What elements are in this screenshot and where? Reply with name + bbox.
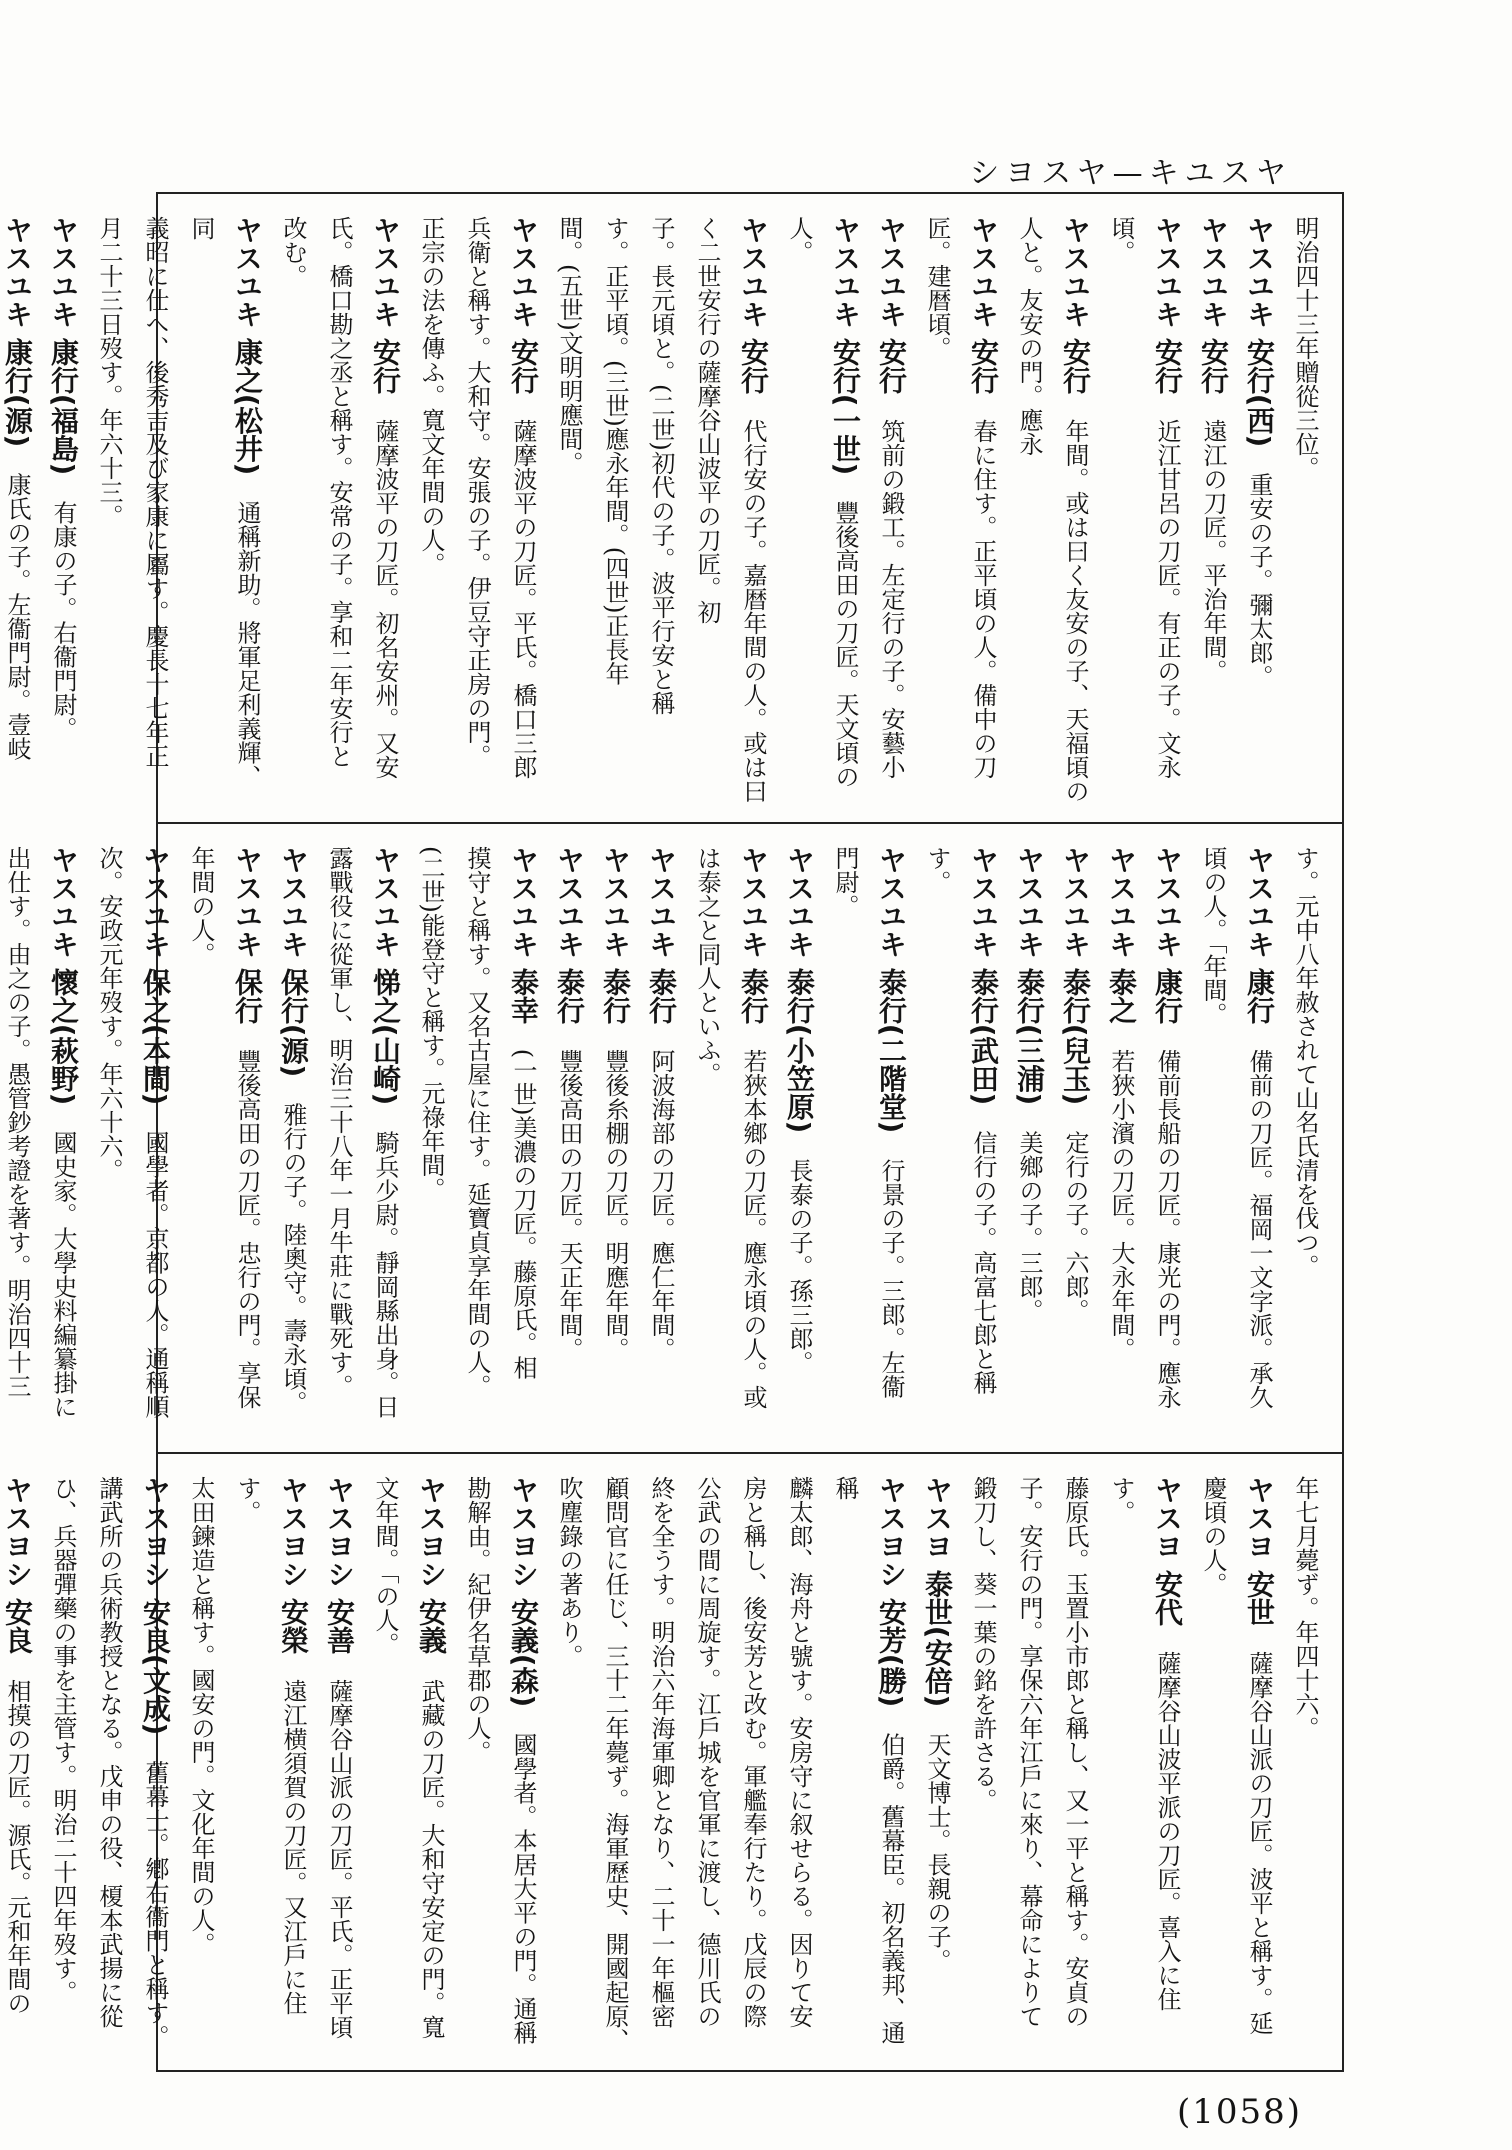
dictionary-entry xyxy=(0,1476,40,2056)
entry-gap xyxy=(1107,1024,1136,1049)
entry-gap xyxy=(1199,394,1228,419)
entry-headword: ヤスユキ 康行(福島) xyxy=(47,216,80,476)
dictionary-entry xyxy=(914,846,1006,1438)
entry-description: 薩摩谷山派の刀匠。平氏。正平頃 xyxy=(325,1678,353,2039)
entry-headword: ヤスユキ 泰行(二階堂) xyxy=(875,846,908,1134)
entry-description: 薩摩谷山派の刀匠。波平と稱す。延 xyxy=(1245,1650,1273,2035)
entry-description: 文年間。「の人。 xyxy=(371,1476,399,1656)
entry-description: 年七月薨ず。年四十六。 xyxy=(1291,1476,1319,1740)
entry-gap xyxy=(325,1654,354,1679)
dictionary-entry xyxy=(178,216,270,808)
dictionary-entry xyxy=(178,846,224,1438)
dictionary-entry xyxy=(1236,216,1282,808)
dictionary-entry xyxy=(730,846,776,1438)
dictionary-entry xyxy=(316,216,362,808)
dictionary-entry xyxy=(454,216,500,808)
dictionary-entry xyxy=(132,1476,178,2056)
entry-gap xyxy=(509,1024,538,1049)
entry-gap xyxy=(601,1024,630,1049)
entry-description: 義昭に仕へ、後秀吉及び家康に屬す。慶長十七年正 xyxy=(141,216,169,768)
entry-description: 頃の人。「年間。 xyxy=(1199,846,1227,1026)
entry-gap xyxy=(785,1133,814,1158)
entry-description: 兵衛と稱す。大和守。安張の子。伊豆守正房の門。 xyxy=(463,216,491,768)
entry-description: 豐後高田の刀匠。天正年間。 xyxy=(555,1048,583,1361)
entry-headword: ヤスヨ 泰世(安倍) xyxy=(921,1476,954,1708)
text-band-top xyxy=(1,194,1342,824)
entry-description: 氏。橋口勘之丞と稱す。安常の子。享和二年安行と xyxy=(325,216,353,768)
entry-gap xyxy=(555,1024,584,1049)
entry-gap xyxy=(371,394,400,419)
dictionary-entry xyxy=(178,1476,224,2056)
entry-description: 康氏の子。左衞門尉。壹岐 xyxy=(3,472,31,761)
entry-description: 講武所の兵術教授となる。戊申の役、榎本武揚に從 xyxy=(95,1476,123,2028)
dictionary-entry xyxy=(546,216,592,808)
entry-description: 摸守と稱す。又名古屋に住す。延寶貞享年間の人。 xyxy=(463,846,491,1398)
entry-gap xyxy=(1015,1105,1044,1130)
dictionary-entry xyxy=(86,216,132,808)
dictionary-entry xyxy=(270,846,316,1438)
entry-description: 信行の子。高富七郎と稱す。 xyxy=(923,846,997,1395)
entry-gap xyxy=(1245,447,1274,472)
entry-description: 備前の刀匠。福岡一文字派。承久 xyxy=(1245,1048,1273,1409)
dictionary-entry xyxy=(1144,846,1190,1438)
entry-description: 春に住す。正平頃の人。備中の刀匠。建暦頃。 xyxy=(923,216,997,779)
entry-headword: ヤスユキ 泰幸 xyxy=(507,846,540,1024)
entry-description: 房と稱し、後安芳と改む。軍艦奉行たり。戊辰の際 xyxy=(739,1476,767,2028)
text-band-middle xyxy=(3,824,1342,1454)
entry-gap xyxy=(877,1133,906,1158)
entry-headword: ヤスユキ 泰行 xyxy=(553,846,586,1024)
dictionary-entry xyxy=(1098,216,1190,808)
entry-description: 重安の子。彌太郎。 xyxy=(1245,472,1273,689)
entries-column-flow xyxy=(3,846,1328,1438)
entry-headword: ヤスユキ 泰行(三浦) xyxy=(1013,846,1046,1106)
entry-description: 代行安の子。嘉暦年間の人。或は曰く二世安行の薩摩谷山波平の刀匠。初 xyxy=(693,216,767,803)
entry-description: 豐後高田の刀匠。天文頃の人。 xyxy=(785,216,859,789)
entry-gap xyxy=(969,394,998,419)
dictionary-entry xyxy=(40,846,86,1438)
entry-description: 吹塵錄の著あり。 xyxy=(555,1476,583,1668)
entry-headword: ヤスユキ 安行 xyxy=(737,216,770,394)
dictionary-entry xyxy=(1190,1476,1236,2056)
dictionary-page-frame xyxy=(1,192,1344,2072)
entry-description: 遠江の刀匠。平治年間。 xyxy=(1199,418,1227,683)
entry-headword: ヤスユキ 悌之(山崎) xyxy=(369,846,402,1106)
entry-description: 近江甘呂の刀匠。有正の子。文永頃。 xyxy=(1107,216,1181,779)
entry-description: す。元中八年赦されて山名氏清を伐つ。 xyxy=(1291,846,1319,1278)
dictionary-entry xyxy=(546,846,592,1438)
entry-description: 通稱新助。將軍足利義輝、同 xyxy=(187,216,261,789)
entry-description: 豐後糸棚の刀匠。明應年間。 xyxy=(601,1048,629,1361)
entry-description: 鍛刀し、葵一葉の銘を許さる。 xyxy=(969,1476,997,1812)
dictionary-entry xyxy=(132,216,178,808)
entry-gap xyxy=(49,475,78,500)
dictionary-entry xyxy=(776,1476,822,2056)
entry-gap xyxy=(647,1024,676,1049)
dictionary-entry xyxy=(408,846,454,1438)
entry-description: 次。安政元年歿す。年六十六。 xyxy=(95,846,123,1182)
entry-description: 雅行の子。陸奧守。壽永頃。 xyxy=(279,1102,307,1415)
entry-description: 顧問官に任じ、三十二年薨ず。海軍歷史、開國起原、 xyxy=(601,1476,629,2052)
dictionary-entry xyxy=(684,846,730,1438)
dictionary-entry xyxy=(546,1476,592,2056)
entry-headword: ヤスヨ 安世 xyxy=(1243,1476,1276,1626)
entry-description: 明治四十三年贈從三位。 xyxy=(1291,216,1319,480)
entry-gap xyxy=(279,1654,308,1679)
text-band-bottom xyxy=(1,1454,1342,2070)
entry-headword: ヤスヨシ 安義(森) xyxy=(507,1476,540,1708)
entry-description: 美鄉の子。三郎。 xyxy=(1015,1130,1043,1323)
dictionary-entry xyxy=(454,846,500,1438)
entry-description: 薩摩谷山波平派の刀匠。喜入に住す。 xyxy=(1107,1476,1181,2011)
entry-description: 國史家。大學史料編纂掛に xyxy=(49,1130,77,1419)
entry-headword: ヤスユキ 泰行(武田) xyxy=(967,846,1000,1106)
entry-gap xyxy=(1153,1024,1182,1049)
dictionary-entry xyxy=(684,1476,730,2056)
entry-headword: ヤスユキ 泰之 xyxy=(1105,846,1138,1024)
entry-headword: ヤスヨシ 安良 xyxy=(1,1476,34,1654)
entry-gap xyxy=(739,394,768,419)
entry-description: 國學者。京都の人。通稱順 xyxy=(141,1130,169,1419)
dictionary-entry xyxy=(0,846,40,1438)
entries-column-flow xyxy=(1,216,1328,808)
entry-description: 公武の間に周旋す。江戶城を官軍に渡し、德川氏の xyxy=(693,1476,721,2028)
entry-gap xyxy=(1153,1626,1182,1651)
entry-headword: ヤスユキ 保行 xyxy=(231,846,264,1024)
dictionary-entry xyxy=(776,216,868,808)
dictionary-entry xyxy=(592,216,638,808)
dictionary-entry xyxy=(500,1476,546,2056)
entry-headword: ヤスユキ 康行 xyxy=(1151,846,1184,1024)
entry-headword: ヤスユキ 安行 xyxy=(507,216,540,394)
entry-gap xyxy=(509,394,538,419)
entry-description: は泰之と同人といふ。 xyxy=(693,846,721,1086)
entry-gap xyxy=(3,1654,32,1679)
entry-headword: ヤスユキ 保之(本間) xyxy=(139,846,172,1106)
dictionary-entry xyxy=(638,846,684,1438)
entry-gap xyxy=(923,1707,952,1732)
entry-gap xyxy=(49,1105,78,1130)
entry-description: 騎兵少尉。靜岡縣出身。日 xyxy=(371,1130,399,1419)
entry-gap xyxy=(509,1707,538,1732)
entry-gap xyxy=(877,394,906,419)
dictionary-entry xyxy=(362,846,408,1438)
dictionary-entry xyxy=(822,1476,914,2056)
entry-description: 月二十三日歿す。年六十三。 xyxy=(95,216,123,528)
dictionary-entry xyxy=(638,216,684,808)
entry-headword: ヤスヨシ 安榮 xyxy=(277,1476,310,1654)
dictionary-entry xyxy=(592,846,638,1438)
dictionary-entry xyxy=(500,846,546,1438)
dictionary-entry xyxy=(316,1476,362,2056)
dictionary-entry xyxy=(500,216,546,808)
entry-description: 改む。 xyxy=(279,216,307,288)
entry-headword: ヤスユキ 安行 xyxy=(1059,216,1092,394)
dictionary-entry xyxy=(1236,1476,1282,2056)
dictionary-entry xyxy=(316,846,362,1438)
entry-description: 太田鍊造と稱す。國安の門。文化年間の人。 xyxy=(187,1476,215,1956)
entry-gap xyxy=(1245,1024,1274,1049)
entry-description: 藤原氏。玉置小市郎と稱し、又一平と稱す。安貞の xyxy=(1061,1476,1089,2028)
dictionary-entry xyxy=(132,846,178,1438)
entry-description: 阿波海部の刀匠。應仁年間。 xyxy=(647,1048,675,1361)
entry-gap xyxy=(233,475,262,500)
entry-description: 筑前の鍛工。左定行の子。安藝小 xyxy=(877,418,905,779)
entry-headword: ヤスヨシ 安芳(勝) xyxy=(875,1476,908,1708)
dictionary-entry xyxy=(408,216,454,808)
entry-description: 伯爵。舊幕臣。初名義邦、通稱 xyxy=(831,1476,905,2045)
dictionary-entry xyxy=(1098,1476,1190,2056)
entry-gap xyxy=(141,1105,170,1130)
dictionary-entry xyxy=(1052,1476,1098,2056)
entry-description: (二世)能登守と稱す。元祿年間。 xyxy=(417,846,445,1201)
dictionary-entry xyxy=(730,1476,776,2056)
dictionary-entry xyxy=(868,216,914,808)
dictionary-entry xyxy=(86,1476,132,2056)
dictionary-entry xyxy=(1006,1476,1052,2056)
entry-gap xyxy=(1061,1105,1090,1130)
dictionary-entry xyxy=(684,216,776,808)
entry-headword: ヤスユキ 安行 xyxy=(875,216,908,394)
entry-headword: ヤスユキ 安行(西) xyxy=(1243,216,1276,448)
entry-gap xyxy=(417,1654,446,1679)
entry-description: 子。長元頃と。(二世)初代の子。波平行安と稱 xyxy=(647,216,675,715)
entry-description: 門尉。 xyxy=(831,846,859,918)
entry-description: 薩摩波平の刀匠。初名安州。又安 xyxy=(371,418,399,779)
dictionary-entry xyxy=(1190,846,1236,1438)
entry-description: 年間。或は曰く友安の子、天福頃の人と。友安の門。應永 xyxy=(1015,216,1089,803)
entry-headword: ヤスユキ 泰行(兒玉) xyxy=(1059,846,1092,1106)
dictionary-entry xyxy=(362,216,408,808)
entry-description: 薩摩波平の刀匠。平氏。橋口三郎 xyxy=(509,418,537,779)
dictionary-entry xyxy=(1098,846,1144,1438)
entry-headword: ヤスユキ 安行 xyxy=(1151,216,1184,394)
entry-gap xyxy=(739,1024,768,1049)
dictionary-entry xyxy=(914,1476,960,2056)
dictionary-entry xyxy=(1052,846,1098,1438)
entry-description: 子。安行の門。享保六年江戶に來り、幕命によりて xyxy=(1015,1476,1043,2028)
entry-description: す。正平頃。(三世)應永年間。(四世)正長年 xyxy=(601,216,629,686)
entry-description: 天文博士。長親の子。 xyxy=(923,1732,951,1973)
running-header: ヤスユキ—ヤスヨシ xyxy=(969,156,1292,191)
entry-gap xyxy=(3,447,32,472)
entry-headword: ヤスヨシ 安良(文成) xyxy=(139,1476,172,1736)
entry-gap xyxy=(1061,394,1090,419)
entry-gap xyxy=(371,1105,400,1130)
entry-description: (一世)美濃の刀匠。藤原氏。相 xyxy=(509,1048,537,1380)
dictionary-entry xyxy=(1282,846,1328,1438)
entry-headword: ヤスヨシ 安義 xyxy=(415,1476,448,1654)
entry-description: 武藏の刀匠。大和守安定の門。寬 xyxy=(417,1678,445,2039)
entry-description: 行景の子。三郎。左衞 xyxy=(877,1158,905,1399)
entry-headword: ヤスユキ 保行(源) xyxy=(277,846,310,1078)
dictionary-entry xyxy=(1236,846,1282,1438)
dictionary-entry xyxy=(1006,216,1098,808)
entry-headword: ヤスユキ 安行 xyxy=(967,216,1000,394)
dictionary-entry xyxy=(960,1476,1006,2056)
page-number: (1058) xyxy=(1176,2092,1302,2132)
dictionary-entry xyxy=(638,1476,684,2056)
dictionary-entry xyxy=(408,1476,454,2056)
entry-description: 定行の子。六郎。 xyxy=(1061,1130,1089,1323)
entry-gap xyxy=(877,1707,906,1732)
entry-gap xyxy=(831,475,860,500)
entry-gap xyxy=(969,1105,998,1130)
entry-description: 國學者。本居大平の門。通稱 xyxy=(509,1732,537,2045)
entry-description: 若狹本鄉の刀匠。應永頃の人。或 xyxy=(739,1048,767,1409)
dictionary-entry xyxy=(1282,1476,1328,2056)
entry-headword: ヤスユキ 泰行(小笠原) xyxy=(783,846,816,1134)
dictionary-entry xyxy=(270,216,316,808)
entry-gap xyxy=(141,1735,170,1760)
entry-description: 出仕す。由之の子。愚管鈔考證を著す。明治四十三 xyxy=(3,846,31,1398)
dictionary-entry xyxy=(40,1476,86,2056)
entry-description: 終を全うす。明治六年海軍卿となり、二十一年樞密 xyxy=(647,1476,675,2028)
entry-headword: ヤスヨ 安代 xyxy=(1151,1476,1184,1626)
entry-headword: ヤスユキ 康行(源) xyxy=(1,216,34,448)
entry-description: 慶頃の人。 xyxy=(1199,1476,1227,1596)
entries-column-flow xyxy=(1,1476,1328,2056)
dictionary-entry xyxy=(86,846,132,1438)
dictionary-entry xyxy=(822,846,868,1438)
entry-description: 有康の子。右衞門尉。 xyxy=(49,500,77,741)
entry-description: 相摸の刀匠。源氏。元和年間の xyxy=(3,1678,31,2015)
entry-description: 舊幕士。鄕右衞門と稱す。 xyxy=(141,1760,169,2049)
entry-headword: ヤスユキ 泰行 xyxy=(645,846,678,1024)
dictionary-entry xyxy=(224,1476,316,2056)
entry-headword: ヤスユキ 康之(松井) xyxy=(231,216,264,476)
dictionary-entry xyxy=(914,216,1006,808)
entry-description: 豐後高田の刀匠。忠行の門。享保 xyxy=(233,1048,261,1409)
entry-description: 若狹小濱の刀匠。大永年間。 xyxy=(1107,1048,1135,1361)
entry-description: 勘解由。紀伊名草郡の人。 xyxy=(463,1476,491,1764)
entry-gap xyxy=(1245,1626,1274,1651)
dictionary-entry xyxy=(0,216,40,808)
entry-headword: ヤスユキ 安行 xyxy=(369,216,402,394)
entry-headword: ヤスユキ 安行(一世) xyxy=(829,216,862,476)
dictionary-entry xyxy=(454,1476,500,2056)
entry-headword: ヤスユキ 泰行 xyxy=(737,846,770,1024)
entry-description: 麟太郎、海舟と號す。安房守に叙せらる。因りて安 xyxy=(785,1476,813,2028)
dictionary-entry xyxy=(1190,216,1236,808)
entry-description: ひ、兵器彈藥の事を主管す。明治二十四年歿す。 xyxy=(49,1476,77,2004)
entry-description: 年間の人。 xyxy=(187,846,215,966)
entry-gap xyxy=(233,1024,262,1049)
dictionary-entry xyxy=(868,846,914,1438)
entry-gap xyxy=(1153,394,1182,419)
entry-headword: ヤスヨシ 安善 xyxy=(323,1476,356,1654)
dictionary-entry xyxy=(362,1476,408,2056)
entry-headword: ヤスユキ 安行 xyxy=(1197,216,1230,394)
entry-description: 露戰役に從軍し、明治三十八年一月牛莊に戰死す。 xyxy=(325,846,353,1398)
dictionary-entry xyxy=(776,846,822,1438)
entry-description: 遠江横須賀の刀匠。又江戶に住す。 xyxy=(233,1476,307,2015)
dictionary-entry xyxy=(1006,846,1052,1438)
entry-headword: ヤスユキ 泰行 xyxy=(599,846,632,1024)
entry-description: 正宗の法を傳ふ。寬文年間の人。 xyxy=(417,216,445,576)
entry-description: 間。(五世)文明明應間。 xyxy=(555,216,583,475)
dictionary-entry xyxy=(592,1476,638,2056)
dictionary-entry xyxy=(224,846,270,1438)
dictionary-entry xyxy=(40,216,86,808)
dictionary-entry xyxy=(1282,216,1328,808)
entry-headword: ヤスユキ 康行 xyxy=(1243,846,1276,1024)
entry-gap xyxy=(279,1077,308,1102)
entry-headword: ヤスユキ 懷之(萩野) xyxy=(47,846,80,1106)
entry-description: 長泰の子。孫三郎。 xyxy=(785,1158,813,1375)
entry-description: 備前長船の刀匠。康光の門。應永 xyxy=(1153,1048,1181,1409)
